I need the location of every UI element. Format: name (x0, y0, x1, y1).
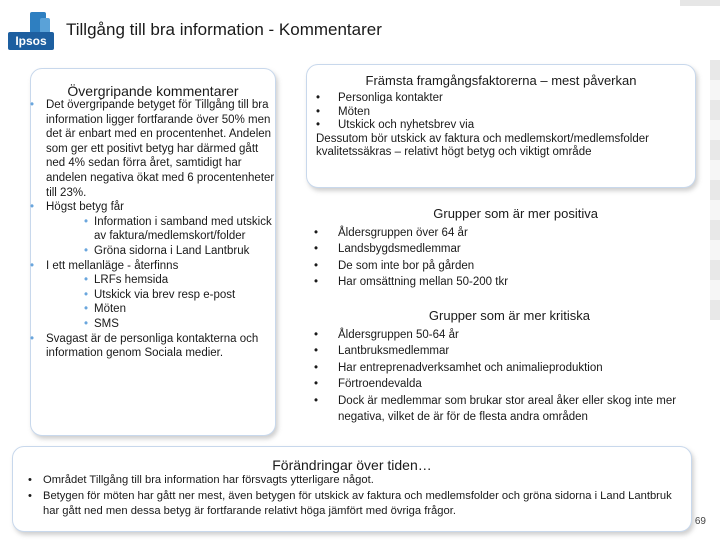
list-item (0, 332, 276, 361)
logo-text: Ipsos (8, 32, 54, 50)
list-item-text: Högst betyg får (46, 201, 124, 214)
positive-groups-list (308, 225, 698, 291)
sub-list-item: • Utskick via brev resp e-post (46, 288, 276, 303)
list-item (0, 259, 276, 332)
list-item: • Utskick och nyhetsbrev via (316, 119, 694, 133)
success-factors-content (316, 92, 694, 160)
overall-comments-list (0, 98, 276, 361)
sub-list-item: • SMS (46, 317, 276, 332)
success-factors-paragraph: Dessutom bör utskick av faktura och medlemskort/medlemsfolder kvalitetssäkras – relativt högt betyg och viktigt område (316, 132, 649, 159)
changes-over-time-list (28, 473, 688, 520)
sub-list-item: • LRFs hemsida (46, 273, 276, 288)
critical-groups-panel (308, 308, 698, 425)
success-factors-title: Främsta framgångsfaktorerna – mest påverkan (365, 73, 637, 88)
list-item: • Möten (316, 106, 694, 120)
ipsos-logo (8, 12, 54, 50)
list-item-text: Det övergripande betyget för Tillgång till bra information ligger fortfarande över 50% men det är enbart med en procentenhet. Andelen som ger ett positivt betyg har därmed gått ned 4% sedan förra året, samtidigt har andelen negativa ökat med 6 procentenheter till 23%. (46, 99, 275, 199)
positive-groups-panel (308, 206, 698, 291)
changes-over-time-title: Förändringar över tiden… (272, 457, 432, 473)
list-item: • Dock är medlemmar som brukar stor areal åker eller skog inte mer negativa, vilket de är för de flesta andra områden (308, 393, 698, 426)
sub-list (46, 215, 276, 259)
critical-groups-list (308, 327, 698, 425)
sub-list-item: • Information i samband med utskick av faktura/medlemskort/folder (46, 215, 276, 244)
critical-groups-title: Grupper som är mer kritiska (428, 308, 590, 323)
sub-list-item: • Gröna sidorna i Land Lantbruk (46, 244, 276, 259)
sub-list (46, 273, 276, 331)
positive-groups-title: Grupper som är mer positiva (433, 206, 598, 221)
list-item: • De som inte bor på gården (308, 258, 698, 274)
list-item: • Åldersgruppen över 64 år (308, 225, 698, 241)
decorative-strip-right (710, 60, 720, 320)
list-item: • Åldersgruppen 50-64 år (308, 327, 698, 343)
list-item: • Betygen för möten har gått ner mest, även betygen för utskick av faktura och medlemsfolder och gröna sidorna i Land Lantbruk har gått ned men dessa betyg är fortfarande relativt höga jämfört med övriga frågor. (28, 489, 688, 520)
list-item: • Har omsättning mellan 50-200 tkr (308, 274, 698, 290)
success-factors-list (316, 92, 694, 133)
list-item: • Har entreprenadverksamhet och animalieproduktion (308, 360, 698, 376)
list-item: • Området Tillgång till bra information har försvagts ytterligare något. (28, 473, 688, 489)
list-item-text: Svagast är de personliga kontakterna och information genom Sociala medier. (46, 332, 259, 360)
list-item: • Förtroendevalda (308, 376, 698, 392)
decorative-strip-top (680, 0, 720, 6)
list-item-text: I ett mellanläge - återfinns (46, 259, 179, 272)
list-item (0, 200, 276, 258)
page-title: Tillgång till bra information - Kommentarer (66, 20, 382, 39)
list-item: • Lantbruksmedlemmar (308, 343, 698, 359)
overall-comments-title: Övergripande kommentarer (67, 83, 239, 99)
list-item: • Landsbygdsmedlemmar (308, 241, 698, 257)
list-item (0, 98, 276, 200)
page-number: 69 (694, 516, 706, 527)
sub-list-item: • Möten (46, 302, 276, 317)
list-item: • Personliga kontakter (316, 92, 694, 106)
